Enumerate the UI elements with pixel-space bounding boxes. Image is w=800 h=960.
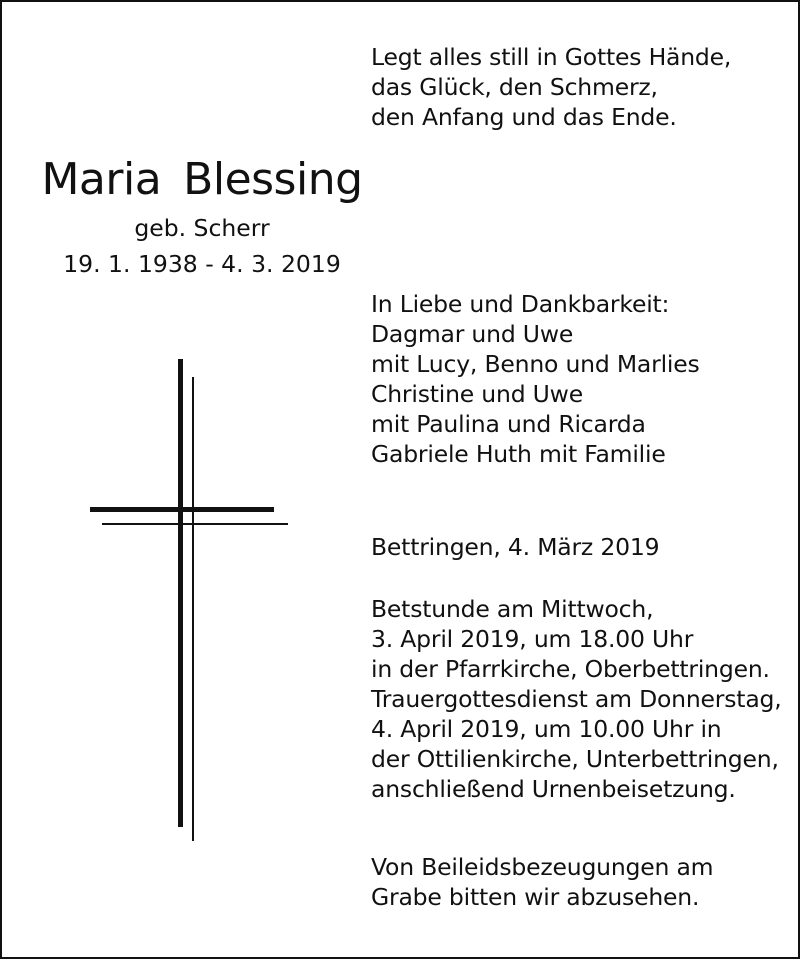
request-block xyxy=(371,852,713,912)
services-line: 4. April 2019, um 10.00 Uhr in xyxy=(371,715,722,743)
quote-line: den Anfang und das Ende. xyxy=(371,103,677,131)
request-line: Von Beileidsbezeugungen am xyxy=(371,853,714,881)
services-line: anschließend Urnenbeisetzung. xyxy=(371,775,736,803)
mourners-line: Dagmar und Uwe xyxy=(371,320,574,348)
services-line: Betstunde am Mittwoch, xyxy=(371,595,654,623)
services-line: in der Pfarrkirche, Oberbettringen. xyxy=(371,655,770,683)
services-line: Trauergottesdienst am Donnerstag, xyxy=(371,685,782,713)
last-name: Blessing xyxy=(183,154,363,205)
services-line: der Ottilienkirche, Unterbettringen, xyxy=(371,745,779,773)
quote-line: Legt alles still in Gottes Hände, xyxy=(371,43,732,71)
quote-line: das Glück, den Schmerz, xyxy=(371,73,658,101)
services-block xyxy=(371,594,782,804)
request-line: Grabe bitten wir abzusehen. xyxy=(371,883,700,911)
quote-block xyxy=(371,42,731,132)
deceased-name xyxy=(2,152,402,208)
birth-name: geb. Scherr xyxy=(134,214,270,242)
mourners-line: mit Lucy, Benno und Marlies xyxy=(371,350,700,378)
mourners-line: Gabriele Huth mit Familie xyxy=(371,440,666,468)
mourners-line: In Liebe und Dankbarkeit: xyxy=(371,290,670,318)
mourners-block xyxy=(371,289,700,469)
services-line: 3. April 2019, um 18.00 Uhr xyxy=(371,625,694,653)
first-name: Maria xyxy=(41,154,162,205)
mourners-line: mit Paulina und Ricarda xyxy=(371,410,646,438)
mourners-line: Christine und Uwe xyxy=(371,380,583,408)
life-dates: 19. 1. 1938 - 4. 3. 2019 xyxy=(63,250,341,278)
place-date: Bettringen, 4. März 2019 xyxy=(371,533,660,561)
